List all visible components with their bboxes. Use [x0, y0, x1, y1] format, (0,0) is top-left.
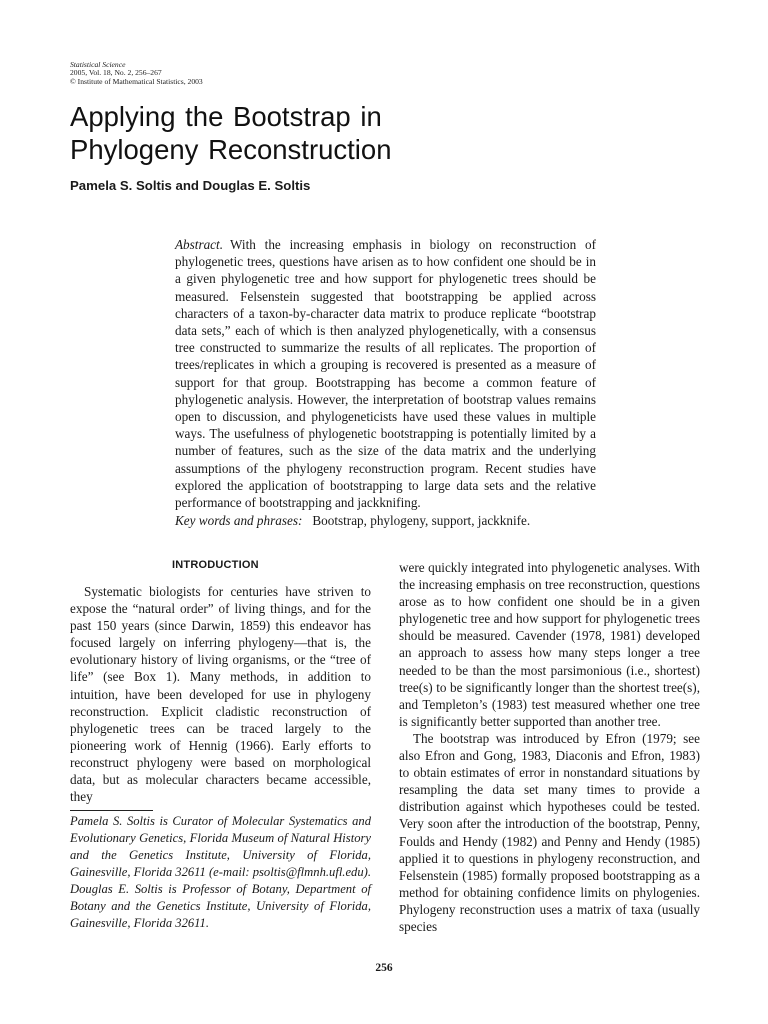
- abstract-text: With the increasing emphasis in biology on reconstruction of phylogenetic trees, questions have arisen as to how confident one should be in a given phylogenetic tree and how support for phylogenetic trees should be measured. Felsenstein suggested that bootstrapping be applied across characters of a taxon-by-character data matrix to produce replicate “bootstrap data sets,” each of which is then analyzed phylogenetically, with a consensus tree constructed to summarize the results of all replicates. The proportion of trees/replicates in which a grouping is recovered is presented as a measure of support for that group. Bootstrapping has become a common feature of phylogenetic analysis. However, the interpretation of bootstrap values remains open to discussion, and phylogeneticists have used these values in multiple ways. The usefulness of phylogenetic bootstrapping is potentially limited by a number of features, such as the size of the data matrix and the underlying assumptions of the phylogeny reconstruction program. Recent studies have explored the application of bootstrapping to large data sets and the relative performance of bootstrapping and jackknifing.: [175, 237, 596, 511]
- left-column: [70, 583, 371, 805]
- paper-title: [70, 100, 590, 166]
- journal-name: Statistical Science: [70, 60, 126, 69]
- keywords-text: Bootstrap, phylogeny, support, jackknife.: [312, 513, 531, 528]
- section-heading-introduction: INTRODUCTION: [172, 559, 259, 571]
- abstract: [175, 236, 596, 511]
- copyright-line: © Institute of Mathematical Statistics, 2003: [70, 76, 203, 86]
- keywords: [175, 512, 615, 529]
- abstract-label: Abstract.: [175, 237, 223, 252]
- authors: Pamela S. Soltis and Douglas E. Soltis: [70, 178, 311, 193]
- title-line-1: Applying the Bootstrap in: [70, 101, 382, 132]
- intro-paragraph-1: Systematic biologists for centuries have striven to expose the “natural order” of living things, and for the past 150 years (since Darwin, 1859) this endeavor has focused largely on inferring phylogeny—that is, the evolutionary history of living organisms, or the “tree of life” (see Box 1). Many methods, in addition to intuition, have been developed for use in phylogeny reconstruction. Explicit cladistic reconstruction of phylogenetic trees can be traced largely to the pioneering work of Hennig (1966). Early efforts to reconstruct phylogeny were based on morphological data, but as molecular characters became accessible, they: [70, 584, 371, 805]
- keywords-label: Key words and phrases:: [175, 513, 303, 528]
- right-column: [399, 559, 700, 935]
- title-line-2: Phylogeny Reconstruction: [70, 134, 392, 165]
- page-number: 256: [375, 962, 393, 974]
- author-footnote: Pamela S. Soltis is Curator of Molecular Systematics and Evolutionary Genetics, Florida Museum of Natural History and the Genetics Institute, University of Florida, Gainesville, Florida 32611 (e-mail: psoltis@flmnh.ufl.edu). Douglas E. Soltis is Professor of Botany, Department of Botany and the Genetics Institute, University of Florida, Gainesville, Florida 32611.: [70, 814, 371, 930]
- volume-line: 2005, Vol. 18, No. 2, 256–267: [70, 68, 162, 78]
- intro-paragraph-continued: were quickly integrated into phylogenetic analyses. With the increasing emphasis on tree reconstruction, questions arose as to how confident one should be in a given phylogenetic tree and how support for phylogenetic trees should be measured. Cavender (1978, 1981) developed an approach to assess how many steps longer a tree needed to be than the most parsimonious (i.e., shortest) tree(s) to be significantly longer than the shortest tree(s), and Templeton’s (1983) test measured whether one tree is significantly better supported than another tree.: [399, 560, 700, 729]
- journal-header: [70, 61, 203, 86]
- footnote-rule: [70, 810, 153, 811]
- intro-paragraph-2: The bootstrap was introduced by Efron (1979; see also Efron and Gong, 1983, Diaconis and Efron, 1983) to obtain estimates of error in nonstandard situations by resampling the data set many times to provide a distribution against which hypotheses could be tested. Very soon after the introduction of the bootstrap, Penny, Foulds and Hendy (1982) and Penny and Hendy (1985) applied it to questions in phylogeny reconstruction, and Felsenstein (1985) formally proposed bootstrapping as a method for obtaining confidence limits on phylogenies. Phylogeny reconstruction uses a matrix of taxa (usually species: [399, 730, 700, 934]
